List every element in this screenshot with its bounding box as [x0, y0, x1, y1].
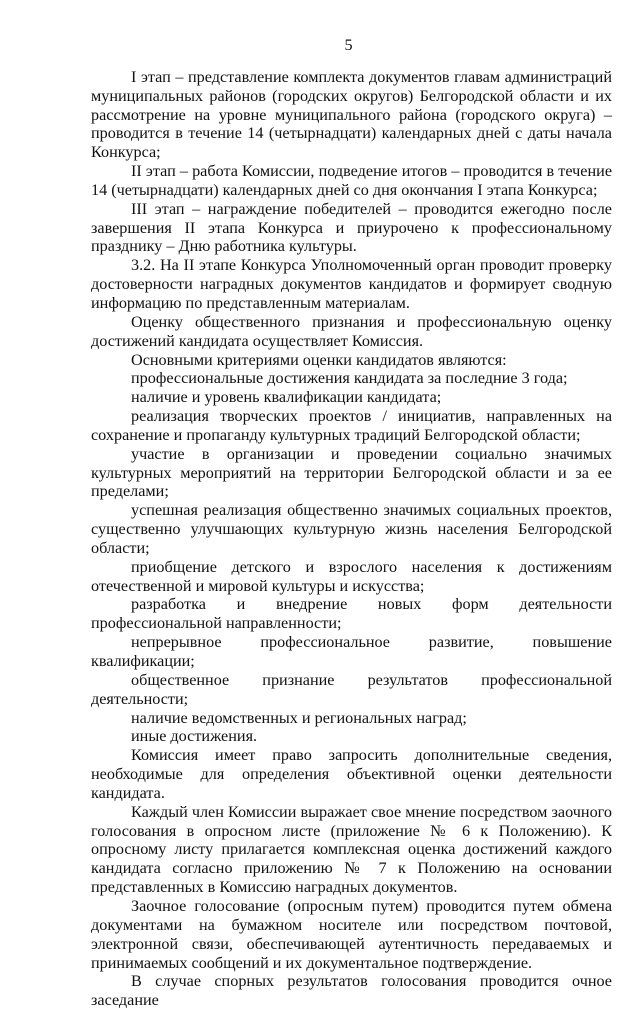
- document-page: [91, 36, 612, 1010]
- paragraph-criteria-intro: Основными критериями оценки кандидатов являются:: [131, 350, 507, 369]
- criterion-other: иные достижения.: [131, 727, 258, 746]
- criterion-achievements: профессиональные достижения кандидата за последние 3 года;: [131, 369, 568, 388]
- paragraph-assessment: Оценку общественного признания и профессиональную оценку достижений кандидата осуществляет Комиссия.: [91, 312, 612, 350]
- criterion-cultural-events: участие в организации и проведении социально значимых культурных мероприятий на территории Белгородской области и за ее пределами;: [91, 444, 612, 501]
- criterion-social-projects: успешная реализация общественно значимых социальных проектов, существенно улучшающих культурную жизнь населения Белгородской области;: [91, 501, 612, 557]
- criterion-awards: наличие ведомственных и региональных наград;: [131, 708, 467, 727]
- paragraph-absentee-voting: Заочное голосование (опросным путем) проводится путем обмена документами на бумажном носителе или посредством почтовой, электронной связи, обеспечивающей аутентичность передаваемых и принимаемых сообщений и их документальное подтверждение.: [91, 896, 612, 972]
- criterion-population-engagement: приобщение детского и взрослого населения к достижениям отечественной и мировой культуры и искусства;: [91, 557, 612, 595]
- criterion-new-forms: разработка и внедрение новых форм деятельности профессиональной направленности;: [91, 595, 612, 633]
- paragraph-stage-1: I этап – представление комплекта документов главам администраций муниципальных районов (городских округов) Белгородской области и их рассмотрение на уровне муниципального района (городского округа) – проводится в течение 14 (четырнадцати) календарных дней с даты начала Конкурса;: [91, 67, 612, 162]
- paragraph-stage-3: III этап – награждение победителей – проводится ежегодно после завершения II этапа Конкурса и приурочено к профессиональному празднику – Дню работника культуры.: [91, 199, 612, 256]
- paragraph-disputed-results: В случае спорных результатов голосования проводится очное заседание: [91, 972, 612, 1010]
- criterion-qualification: наличие и уровень квалификации кандидата;: [131, 388, 442, 407]
- page-number: 5: [344, 36, 353, 54]
- paragraph-stage-2: II этап – работа Комиссии, подведение итогов – проводится в течение 14 (четырнадцати) календарных дней со дня окончания I этапа Конкурса;: [91, 162, 612, 199]
- paragraph-voting: Каждый член Комиссии выражает свое мнение посредством заочного голосования в опросном листе (приложение № 6 к Положению). К опросному листу прилагается комплексная оценка достижений каждого кандидата согласно приложению № 7 к Положению на основании представленных в Комиссию наградных документов.: [91, 802, 612, 897]
- criterion-recognition: общественное признание результатов профессиональной деятельности;: [91, 670, 612, 708]
- paragraph-commission-right: Комиссия имеет право запросить дополнительные сведения, необходимые для определения объективной оценки деятельности кандидата.: [91, 746, 612, 802]
- criterion-development: непрерывное профессиональное развитие, повышение квалификации;: [91, 633, 612, 670]
- paragraph-section-3-2: 3.2. На II этапе Конкурса Уполномоченный орган проводит проверку достоверности наградных документов кандидатов и формирует сводную информацию по представленным материалам.: [91, 256, 612, 312]
- criterion-creative-projects: реализация творческих проектов / инициатив, направленных на сохранение и пропаганду культурных традиций Белгородской области;: [91, 407, 612, 444]
